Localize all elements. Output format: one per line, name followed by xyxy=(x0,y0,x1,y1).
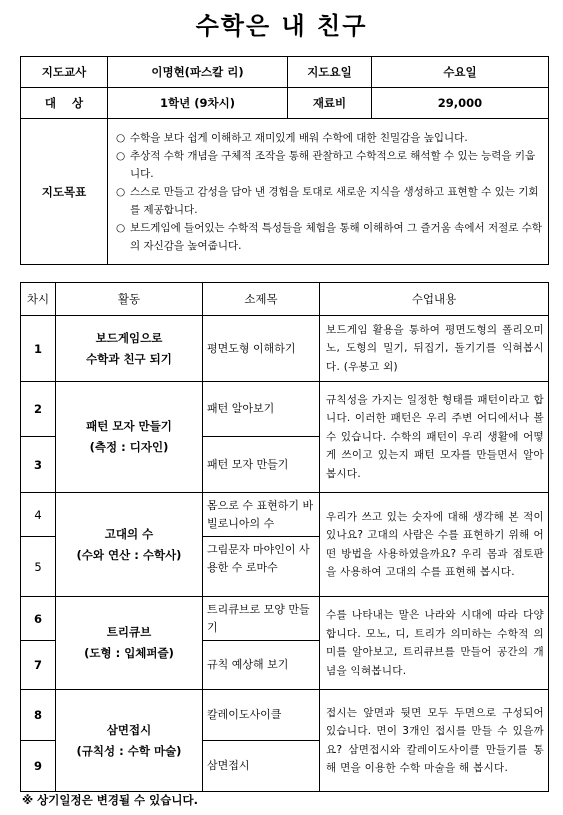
session-number: 1 xyxy=(21,316,56,382)
fee-label: 재료비 xyxy=(288,88,372,119)
subtitle-cell: 평면도형 이해하기 xyxy=(203,316,320,382)
circle-bullet-icon: ○ xyxy=(116,131,126,144)
header-content: 수업내용 xyxy=(320,283,549,316)
subtitle-cell: 삼면접시 xyxy=(203,741,320,792)
header-activity: 활동 xyxy=(56,283,203,316)
session-number: 3 xyxy=(21,437,56,493)
goals-label: 지도목표 xyxy=(21,119,108,265)
header-subtitle: 소제목 xyxy=(203,283,320,316)
day-value: 수요일 xyxy=(372,57,549,88)
schedule-change-note: ※ 상기일정은 변경될 수 있습니다. xyxy=(22,793,198,807)
content-cell: 보드게임 활용을 통하여 평면도형의 폴리오미노, 도형의 밀기, 뒤집기, 돌기기를 익혀봅시다. (우봉고 외) xyxy=(320,316,549,382)
goal-item: ○ 보드게임에 들어있는 수학적 특성들을 체험을 통해 이해하여 그 즐거움 속에서 저절로 수학의 자신감을 높여줍니다. xyxy=(116,219,542,255)
session-number: 7 xyxy=(21,641,56,690)
day-label: 지도요일 xyxy=(288,57,372,88)
info-table xyxy=(20,56,549,265)
circle-bullet-icon: ○ xyxy=(116,221,126,234)
goals-list xyxy=(108,119,549,265)
subtitle-cell: 규칙 예상해 보기 xyxy=(203,641,320,690)
subtitle-cell: 칼레이도사이클 xyxy=(203,690,320,741)
circle-bullet-icon: ○ xyxy=(116,149,126,162)
target-label: 대 상 xyxy=(21,88,108,119)
activity-cell: 삼면접시 (규칙성 : 수학 마술) xyxy=(56,690,203,792)
session-number: 8 xyxy=(21,690,56,741)
subtitle-cell: 패턴 알아보기 xyxy=(203,382,320,437)
activity-cell: 고대의 수 (수와 연산 : 수학사) xyxy=(56,493,203,597)
session-number: 2 xyxy=(21,382,56,437)
fee-value: 29,000 xyxy=(372,88,549,119)
content-cell: 접시는 앞면과 뒷면 모두 두면으로 구성되어 있습니다. 면이 3개인 접시를 만들 수 있을까요? 삼면접시와 칼레이도사이클 만들기를 통해 면을 이용한 수학 마술을 해 봅시다. xyxy=(320,690,549,792)
session-number: 9 xyxy=(21,741,56,792)
activity-cell: 트리큐브 (도형 : 입체퍼즐) xyxy=(56,597,203,690)
goal-item: ○ 스스로 만들고 감성을 담아 낸 경험을 토대로 새로운 지식을 생성하고 표현할 수 있는 기회를 제공합니다. xyxy=(116,183,542,219)
session-number: 4 xyxy=(21,493,56,537)
goal-item: ○ 수학을 보다 쉽게 이해하고 재미있게 배워 수학에 대한 친밀감을 높입니다. xyxy=(116,129,542,147)
subtitle-cell: 몸으로 수 표현하기 바빌로니아의 수 xyxy=(203,493,320,537)
activity-cell: 보드게임으로 수학과 친구 되기 xyxy=(56,316,203,382)
activity-cell: 패턴 모자 만들기 (측정 : 디자인) xyxy=(56,382,203,493)
content-cell: 규칙성을 가지는 일정한 형태를 패턴이라고 합니다. 이러한 패턴은 우리 주변 어디에서나 볼 수 있습니다. 수학의 패턴이 우리 생활에 어떻게 쓰이고 있는지 패턴 모자를 만들면서 알아봅시다. xyxy=(320,382,549,493)
page-title: 수학은 내 친구 xyxy=(195,12,368,40)
session-number: 5 xyxy=(21,537,56,597)
subtitle-cell: 패턴 모자 만들기 xyxy=(203,437,320,493)
content-cell: 우리가 쓰고 있는 숫자에 대해 생각해 본 적이 있나요? 고대의 사람은 수를 표현하기 위해 어떤 방법을 사용하였을까요? 우리 몸과 점토판을 사용하여 고대의 수를 표현해 봅시다. xyxy=(320,493,549,597)
subtitle-cell: 그림문자 마야인이 사용한 수 로마수 xyxy=(203,537,320,597)
header-session: 차시 xyxy=(21,283,56,316)
target-value: 1학년 (9차시) xyxy=(108,88,288,119)
schedule-table xyxy=(20,282,549,792)
circle-bullet-icon: ○ xyxy=(116,185,126,198)
content-cell: 수를 나타내는 말은 나라와 시대에 따라 다양합니다. 모노, 디, 트리가 의미하는 수학적 의미를 알아보고, 트리큐브를 만들어 공간의 개념을 익혀봅니다. xyxy=(320,597,549,690)
teacher-value: 이명현(파스칼 리) xyxy=(108,57,288,88)
subtitle-cell: 트리큐브로 모양 만들기 xyxy=(203,597,320,641)
session-number: 6 xyxy=(21,597,56,641)
teacher-label: 지도교사 xyxy=(21,57,108,88)
goal-item: ○ 추상적 수학 개념을 구체적 조작을 통해 관찰하고 수학적으로 해석할 수 있는 능력을 키웁니다. xyxy=(116,147,542,183)
